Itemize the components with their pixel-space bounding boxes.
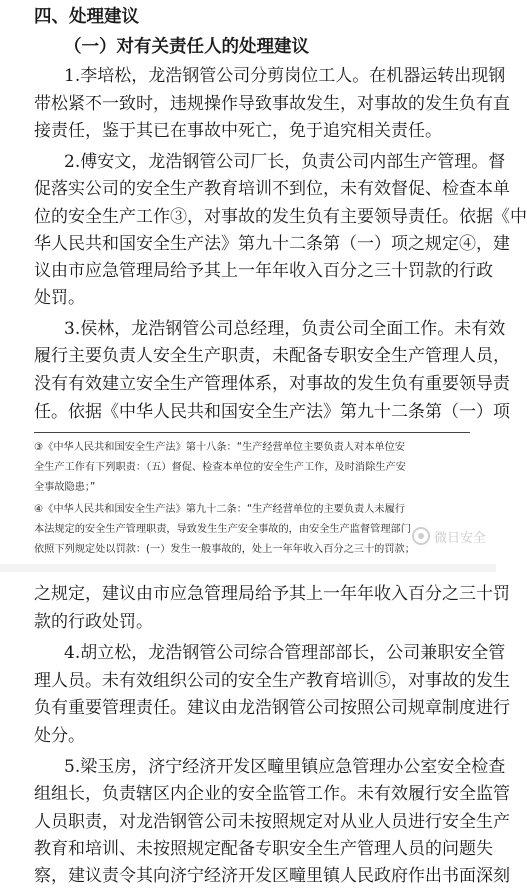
footnote-line: 依照下列规定处以罚款：(一）发生一般事故的，处上一年年收入百分之三十的罚款； <box>34 544 415 555</box>
text-line: 促落实公司的安全生产教育培训不到位，未有效督促、检查本单 <box>34 179 510 199</box>
watermark <box>412 524 486 548</box>
text-line: 组组长，负责辖区内企业的安全监管工作。未有效履行安全监管 <box>34 784 510 804</box>
footnote-line: 全生产工作有下列职责：（五）督促、检查本单位的安全生产工作，及时消除生产安 <box>34 462 406 473</box>
page-break <box>0 564 496 572</box>
footnote-separator <box>34 432 470 433</box>
text-line: 察，建议责令其向济宁经济开发区疃里镇人民政府作出书面深刻 <box>34 866 510 886</box>
text-line: 人员职责，对龙浩钢管公司未按照规定对从业人员进行安全生产 <box>34 812 510 832</box>
text-line: 接责任，鉴于其已在事故中死亡，免于追究相关责任。 <box>34 121 442 141</box>
wechat-logo-icon <box>412 527 430 545</box>
text-line: 3.侯林，龙浩钢管公司总经理，负责公司全面工作。未有效 <box>64 319 506 339</box>
text-line: 履行主要负责人安全生产职责，未配备专职安全生产管理人员， <box>34 346 510 366</box>
footnote-line: 本法规定的安全生产管理职责，导致发生生产安全事故的，由安全生产监督管理部门 <box>34 524 411 535</box>
text-line: 华人民共和国安全生产法》第九十二条第（一）项之规定④，建 <box>34 234 510 254</box>
footnote-line: 全事故隐患；” <box>34 482 96 493</box>
subsection-title: （一）对有关责任人的处理建议 <box>64 37 309 57</box>
text-line: 4.胡立松，龙浩钢管公司综合管理部部长，公司兼职安全管 <box>64 643 506 663</box>
text-line: 款的行政处罚。 <box>34 612 153 632</box>
text-line: 教育和培训、未按照规定配备专职安全生产管理人员的问题失 <box>34 839 493 859</box>
text-line: 处分。 <box>34 726 85 746</box>
text-line: 处罚。 <box>34 288 85 308</box>
text-line: 1.李培松，龙浩钢管公司分剪岗位工人。在机器运转出现钢 <box>64 66 506 86</box>
text-line: 位的安全生产工作③，对事故的发生负有主要领导责任。依据《中 <box>34 207 527 227</box>
text-line: 议由市应急管理局给予其上一年年收入百分之三十罚款的行政 <box>34 261 493 281</box>
watermark-text: 微日安全 <box>434 530 487 546</box>
section-title: 四、处理建议 <box>34 7 139 27</box>
footnote-line: ④《中华人民共和国安全生产法》第九十二条：“生产经营单位的主要负责人未履行 <box>34 504 405 515</box>
text-line: 带松紧不一致时，违规操作导致事故发生，对事故的发生负有直 <box>34 94 510 114</box>
text-line: 2.傅安文，龙浩钢管公司厂长，负责公司内部生产管理。督 <box>64 152 506 172</box>
text-line: 之规定，建议由市应急管理局给予其上一年年收入百分之三十罚 <box>34 584 510 604</box>
text-line: 负有重要管理责任。建议由龙浩钢管公司按照公司规章制度进行 <box>34 698 510 718</box>
text-line: 没有有效建立安全生产管理体系，对事故的发生负有重要领导责 <box>34 374 510 394</box>
footnote-line: ③《中华人民共和国安全生产法》第十八条：“生产经营单位主要负责人对本单位安 <box>34 442 405 453</box>
text-line: 5.梁玉房，济宁经济开发区疃里镇应急管理办公室安全检查 <box>64 757 506 777</box>
text-line: 任。依据《中华人民共和国安全生产法》第九十二条第（一）项 <box>34 402 510 422</box>
text-line: 理人员。未有效组织公司的安全生产教育培训⑤，对事故的发生 <box>34 671 510 691</box>
